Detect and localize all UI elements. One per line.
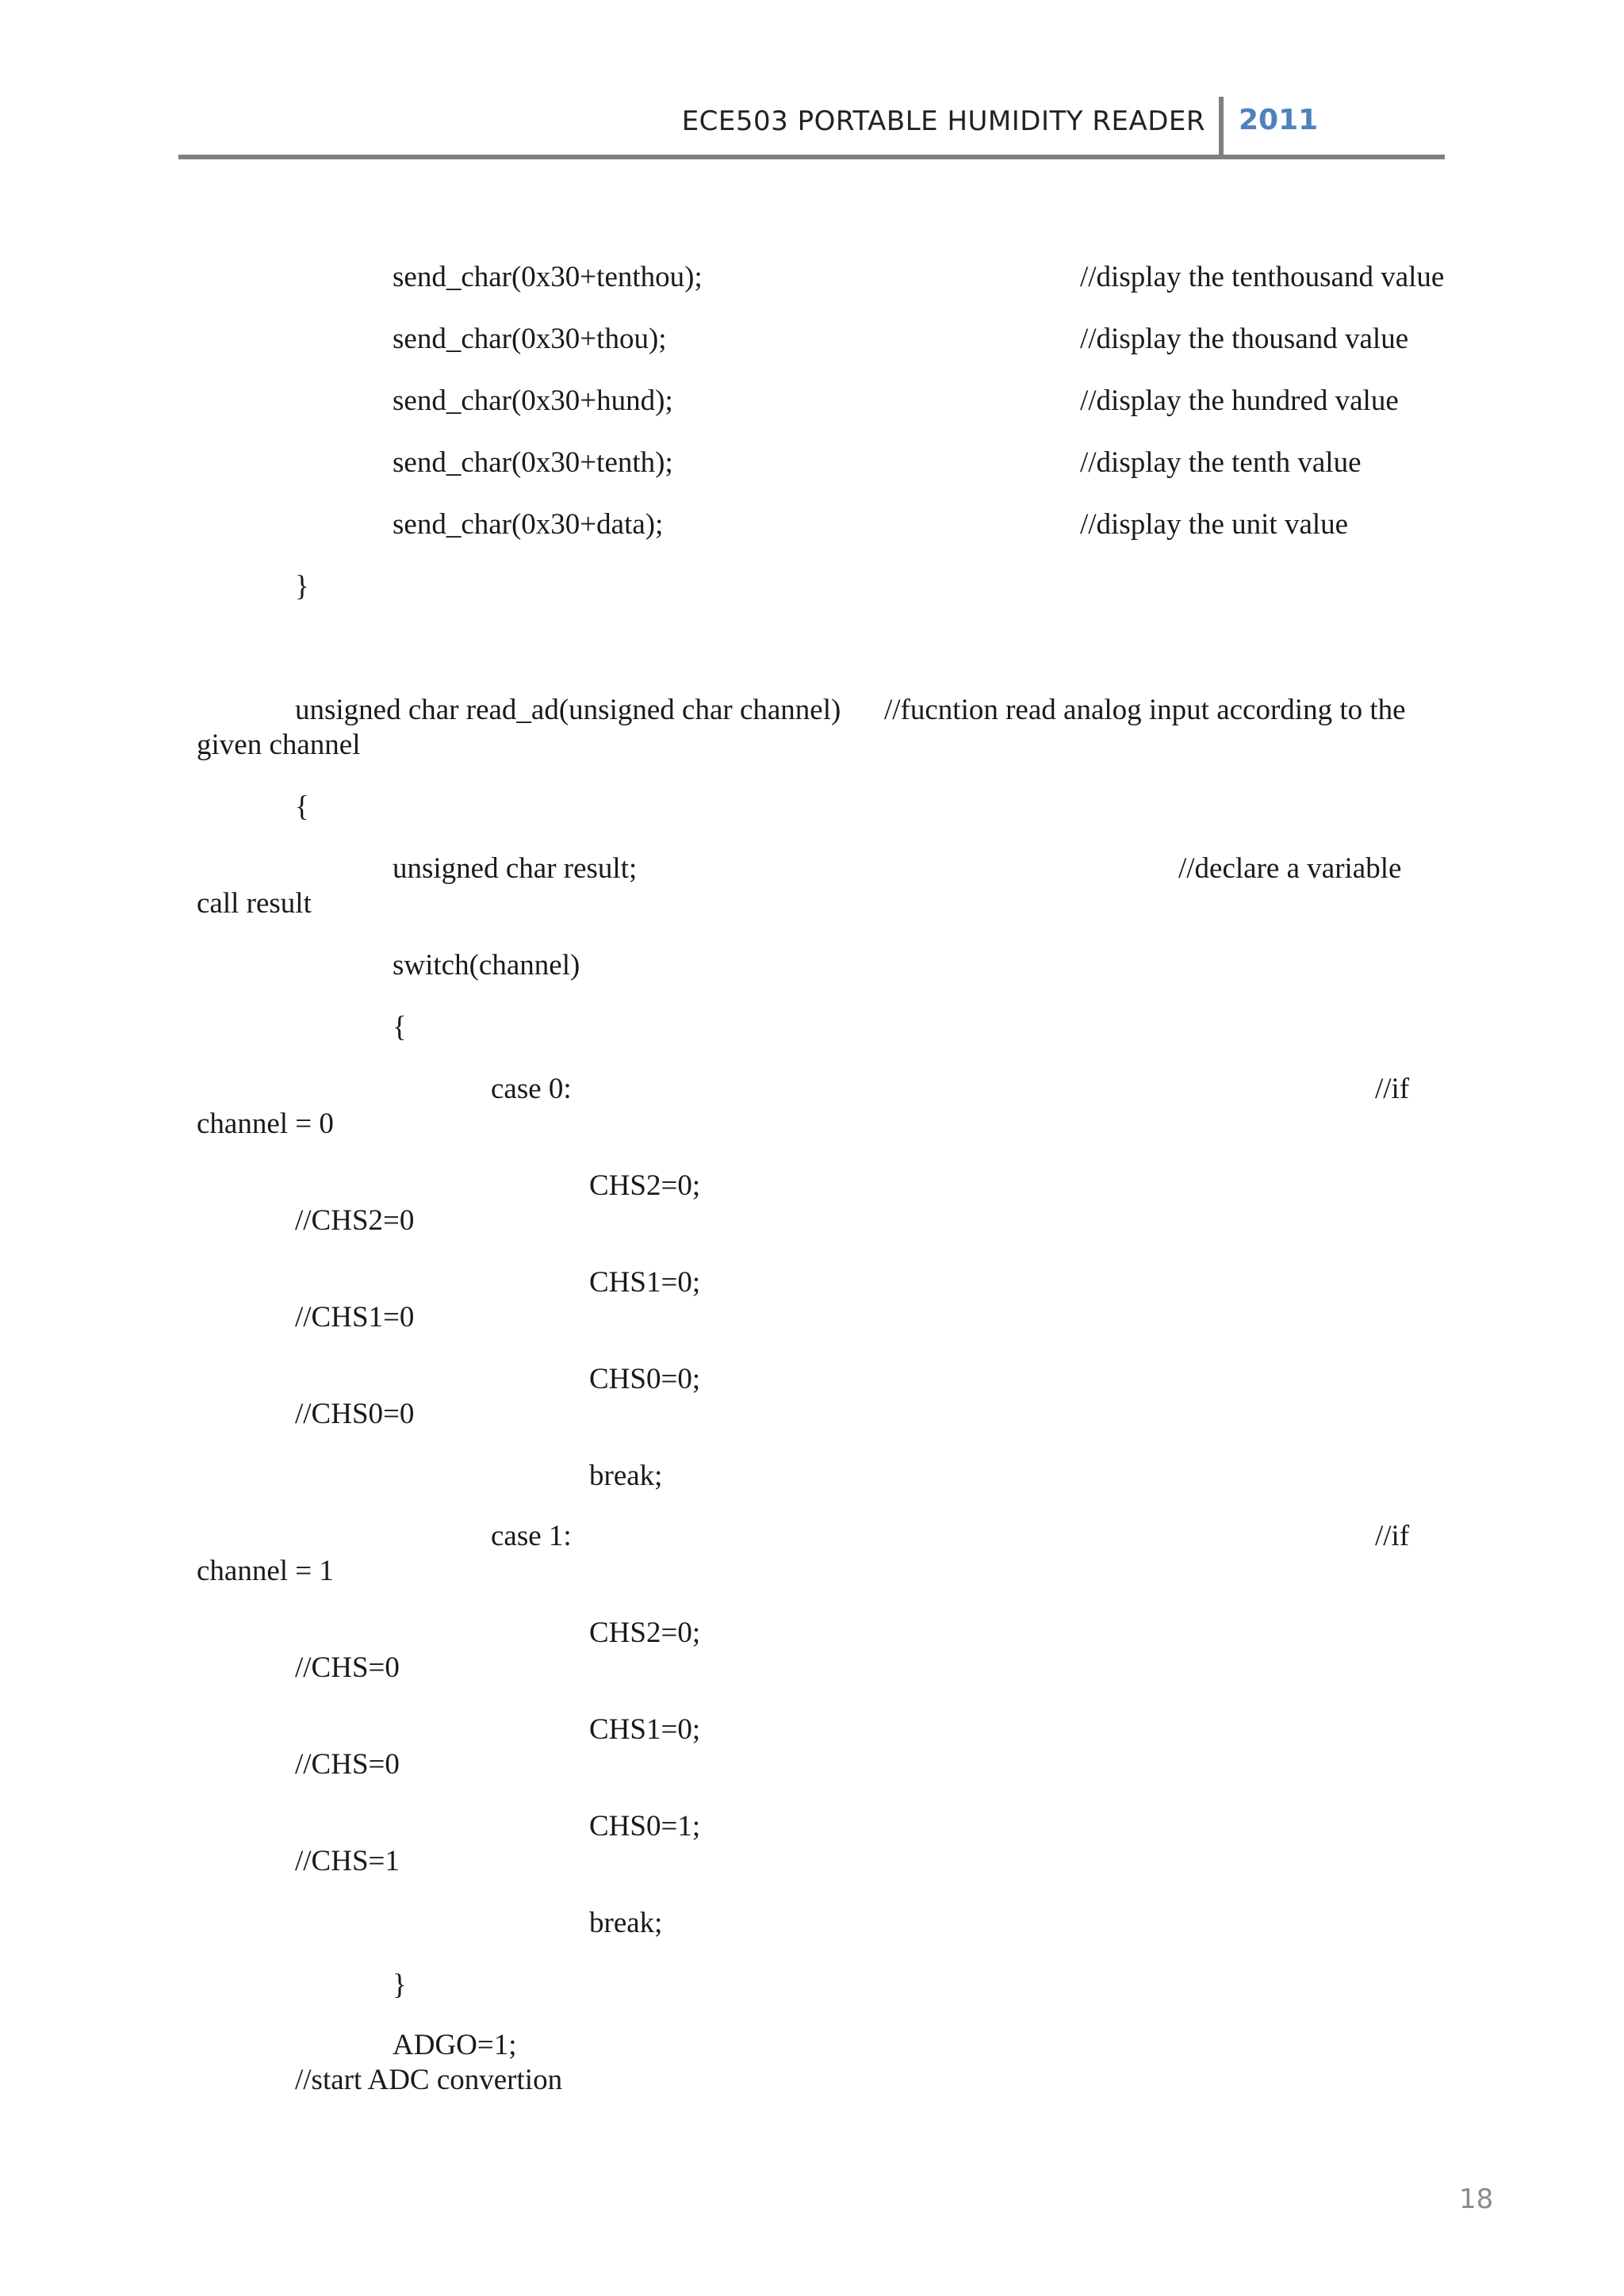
code-wrap: call result bbox=[197, 887, 312, 920]
header-rule bbox=[178, 155, 1445, 159]
code-line: send_char(0x30+tenth); bbox=[393, 446, 673, 479]
code-wrap: channel = 0 bbox=[197, 1108, 334, 1140]
code-line: ADGO=1; bbox=[393, 2029, 517, 2061]
code-line: } bbox=[393, 1969, 407, 2001]
code-comment: //display the tenth value bbox=[1080, 446, 1362, 479]
code-comment: //display the thousand value bbox=[1080, 323, 1409, 355]
code-line: send_char(0x30+hund); bbox=[393, 385, 673, 417]
code-line: break; bbox=[589, 1460, 663, 1492]
code-line: switch(channel) bbox=[393, 949, 580, 982]
code-wrap: //CHS=0 bbox=[295, 1651, 400, 1684]
code-comment: //if bbox=[1375, 1073, 1410, 1105]
header-divider bbox=[1219, 97, 1224, 159]
code-comment: //display the hundred value bbox=[1080, 385, 1399, 417]
code-wrap: //CHS0=0 bbox=[295, 1398, 415, 1430]
running-header-year: 2011 bbox=[1239, 104, 1319, 136]
code-comment: //if bbox=[1375, 1520, 1410, 1552]
code-line: CHS2=0; bbox=[589, 1169, 701, 1202]
code-line: CHS1=0; bbox=[589, 1713, 701, 1746]
code-comment: //fucntion read analog input according to the bbox=[884, 694, 1406, 726]
code-wrap: channel = 1 bbox=[197, 1555, 334, 1587]
code-wrap: //CHS1=0 bbox=[295, 1301, 415, 1334]
code-line: { bbox=[393, 1011, 407, 1043]
code-line: unsigned char result; bbox=[393, 852, 638, 885]
code-line: send_char(0x30+data); bbox=[393, 508, 664, 541]
code-line: CHS1=0; bbox=[589, 1266, 701, 1299]
code-line: CHS0=1; bbox=[589, 1810, 701, 1843]
running-header-title: ECE503 PORTABLE HUMIDITY READER bbox=[681, 105, 1205, 137]
code-wrap: given channel bbox=[197, 729, 361, 761]
code-line: break; bbox=[589, 1907, 663, 1939]
code-wrap: //start ADC convertion bbox=[295, 2064, 563, 2096]
code-line: CHS0=0; bbox=[589, 1363, 701, 1395]
code-line: case 1: bbox=[491, 1520, 572, 1552]
code-wrap: //CHS=1 bbox=[295, 1845, 400, 1877]
code-line: { bbox=[295, 790, 309, 823]
code-line: case 0: bbox=[491, 1073, 572, 1105]
page-number: 18 bbox=[1459, 2183, 1494, 2215]
code-comment: //display the tenthousand value bbox=[1080, 261, 1445, 293]
code-comment: //display the unit value bbox=[1080, 508, 1349, 541]
code-comment: //declare a variable bbox=[1178, 852, 1402, 885]
code-line: } bbox=[295, 570, 309, 603]
code-line: send_char(0x30+thou); bbox=[393, 323, 667, 355]
code-wrap: //CHS=0 bbox=[295, 1748, 400, 1781]
code-wrap: //CHS2=0 bbox=[295, 1204, 415, 1237]
code-line: CHS2=0; bbox=[589, 1617, 701, 1649]
code-line: send_char(0x30+tenthou); bbox=[393, 261, 703, 293]
code-line: unsigned char read_ad(unsigned char channel) bbox=[295, 694, 841, 726]
